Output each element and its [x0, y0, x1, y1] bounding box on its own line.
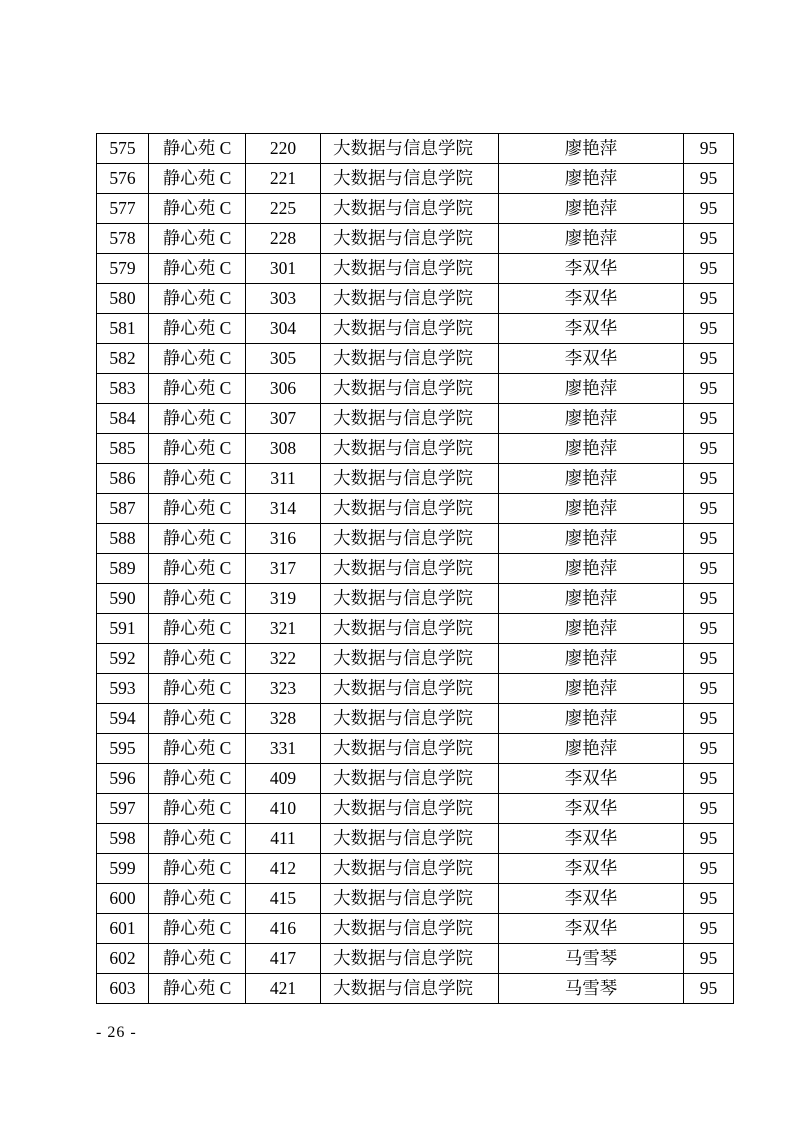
- table-row: [97, 224, 734, 254]
- cell-serial-number: 580: [97, 284, 149, 314]
- cell-room-number: 415: [246, 884, 321, 914]
- cell-counselor: 李双华: [499, 854, 684, 884]
- cell-room-number: 317: [246, 554, 321, 584]
- cell-building: 静心苑 C: [149, 374, 246, 404]
- cell-serial-number: 597: [97, 794, 149, 824]
- cell-room-number: 316: [246, 524, 321, 554]
- cell-college: 大数据与信息学院: [321, 374, 499, 404]
- cell-serial-number: 593: [97, 674, 149, 704]
- cell-counselor: 廖艳萍: [499, 674, 684, 704]
- cell-counselor: 廖艳萍: [499, 374, 684, 404]
- table-row: [97, 764, 734, 794]
- cell-room-number: 321: [246, 614, 321, 644]
- cell-serial-number: 588: [97, 524, 149, 554]
- cell-serial-number: 590: [97, 584, 149, 614]
- cell-building: 静心苑 C: [149, 914, 246, 944]
- cell-counselor: 李双华: [499, 284, 684, 314]
- table-row: [97, 404, 734, 434]
- cell-college: 大数据与信息学院: [321, 134, 499, 164]
- cell-college: 大数据与信息学院: [321, 404, 499, 434]
- cell-score: 95: [684, 314, 734, 344]
- cell-building: 静心苑 C: [149, 794, 246, 824]
- cell-college: 大数据与信息学院: [321, 344, 499, 374]
- cell-college: 大数据与信息学院: [321, 644, 499, 674]
- dormitory-score-table: [96, 133, 734, 1004]
- cell-college: 大数据与信息学院: [321, 584, 499, 614]
- table-row: [97, 914, 734, 944]
- cell-score: 95: [684, 164, 734, 194]
- cell-score: 95: [684, 854, 734, 884]
- cell-score: 95: [684, 524, 734, 554]
- cell-serial-number: 596: [97, 764, 149, 794]
- cell-building: 静心苑 C: [149, 644, 246, 674]
- cell-building: 静心苑 C: [149, 584, 246, 614]
- cell-score: 95: [684, 614, 734, 644]
- cell-college: 大数据与信息学院: [321, 194, 499, 224]
- cell-room-number: 412: [246, 854, 321, 884]
- table-row: [97, 464, 734, 494]
- table-row: [97, 284, 734, 314]
- cell-counselor: 廖艳萍: [499, 494, 684, 524]
- cell-room-number: 319: [246, 584, 321, 614]
- cell-building: 静心苑 C: [149, 614, 246, 644]
- cell-college: 大数据与信息学院: [321, 794, 499, 824]
- cell-room-number: 417: [246, 944, 321, 974]
- table-row: [97, 884, 734, 914]
- cell-counselor: 廖艳萍: [499, 404, 684, 434]
- table-row: [97, 854, 734, 884]
- cell-score: 95: [684, 644, 734, 674]
- cell-score: 95: [684, 374, 734, 404]
- cell-serial-number: 599: [97, 854, 149, 884]
- cell-college: 大数据与信息学院: [321, 854, 499, 884]
- cell-college: 大数据与信息学院: [321, 674, 499, 704]
- cell-serial-number: 583: [97, 374, 149, 404]
- cell-counselor: 李双华: [499, 314, 684, 344]
- cell-building: 静心苑 C: [149, 704, 246, 734]
- table-row: [97, 794, 734, 824]
- cell-room-number: 305: [246, 344, 321, 374]
- cell-counselor: 廖艳萍: [499, 134, 684, 164]
- cell-serial-number: 595: [97, 734, 149, 764]
- cell-counselor: 廖艳萍: [499, 644, 684, 674]
- cell-building: 静心苑 C: [149, 944, 246, 974]
- cell-building: 静心苑 C: [149, 434, 246, 464]
- cell-score: 95: [684, 974, 734, 1004]
- cell-counselor: 廖艳萍: [499, 734, 684, 764]
- cell-building: 静心苑 C: [149, 464, 246, 494]
- cell-building: 静心苑 C: [149, 494, 246, 524]
- table-row: [97, 644, 734, 674]
- cell-building: 静心苑 C: [149, 854, 246, 884]
- table-row: [97, 554, 734, 584]
- cell-score: 95: [684, 134, 734, 164]
- cell-building: 静心苑 C: [149, 134, 246, 164]
- cell-room-number: 328: [246, 704, 321, 734]
- cell-college: 大数据与信息学院: [321, 614, 499, 644]
- cell-college: 大数据与信息学院: [321, 494, 499, 524]
- cell-serial-number: 589: [97, 554, 149, 584]
- cell-building: 静心苑 C: [149, 314, 246, 344]
- table-row: [97, 584, 734, 614]
- cell-counselor: 李双华: [499, 794, 684, 824]
- cell-room-number: 303: [246, 284, 321, 314]
- cell-building: 静心苑 C: [149, 344, 246, 374]
- cell-college: 大数据与信息学院: [321, 434, 499, 464]
- cell-college: 大数据与信息学院: [321, 704, 499, 734]
- cell-room-number: 228: [246, 224, 321, 254]
- table-row: [97, 434, 734, 464]
- cell-counselor: 李双华: [499, 884, 684, 914]
- cell-building: 静心苑 C: [149, 524, 246, 554]
- table-row: [97, 614, 734, 644]
- cell-serial-number: 591: [97, 614, 149, 644]
- cell-room-number: 308: [246, 434, 321, 464]
- cell-college: 大数据与信息学院: [321, 224, 499, 254]
- cell-score: 95: [684, 914, 734, 944]
- cell-score: 95: [684, 224, 734, 254]
- cell-score: 95: [684, 884, 734, 914]
- cell-score: 95: [684, 404, 734, 434]
- cell-score: 95: [684, 824, 734, 854]
- cell-score: 95: [684, 584, 734, 614]
- table-row: [97, 494, 734, 524]
- cell-score: 95: [684, 734, 734, 764]
- cell-building: 静心苑 C: [149, 764, 246, 794]
- cell-counselor: 李双华: [499, 764, 684, 794]
- cell-counselor: 廖艳萍: [499, 554, 684, 584]
- cell-building: 静心苑 C: [149, 734, 246, 764]
- cell-room-number: 301: [246, 254, 321, 284]
- cell-score: 95: [684, 194, 734, 224]
- table-row: [97, 944, 734, 974]
- cell-college: 大数据与信息学院: [321, 464, 499, 494]
- cell-counselor: 廖艳萍: [499, 704, 684, 734]
- cell-serial-number: 592: [97, 644, 149, 674]
- cell-serial-number: 579: [97, 254, 149, 284]
- table-row: [97, 194, 734, 224]
- cell-serial-number: 598: [97, 824, 149, 854]
- cell-college: 大数据与信息学院: [321, 554, 499, 584]
- cell-building: 静心苑 C: [149, 404, 246, 434]
- cell-score: 95: [684, 764, 734, 794]
- cell-college: 大数据与信息学院: [321, 944, 499, 974]
- cell-building: 静心苑 C: [149, 974, 246, 1004]
- cell-counselor: 廖艳萍: [499, 524, 684, 554]
- cell-counselor: 廖艳萍: [499, 614, 684, 644]
- table-row: [97, 254, 734, 284]
- cell-counselor: 马雪琴: [499, 944, 684, 974]
- page-number: - 26 -: [96, 1024, 137, 1041]
- cell-serial-number: 603: [97, 974, 149, 1004]
- table-body: [97, 134, 734, 1004]
- cell-counselor: 马雪琴: [499, 974, 684, 1004]
- cell-score: 95: [684, 674, 734, 704]
- cell-college: 大数据与信息学院: [321, 314, 499, 344]
- table-row: [97, 164, 734, 194]
- cell-room-number: 220: [246, 134, 321, 164]
- cell-counselor: 廖艳萍: [499, 164, 684, 194]
- cell-serial-number: 577: [97, 194, 149, 224]
- cell-college: 大数据与信息学院: [321, 524, 499, 554]
- cell-serial-number: 587: [97, 494, 149, 524]
- cell-serial-number: 584: [97, 404, 149, 434]
- cell-serial-number: 581: [97, 314, 149, 344]
- cell-room-number: 221: [246, 164, 321, 194]
- cell-serial-number: 582: [97, 344, 149, 374]
- cell-serial-number: 600: [97, 884, 149, 914]
- cell-college: 大数据与信息学院: [321, 164, 499, 194]
- cell-score: 95: [684, 794, 734, 824]
- cell-room-number: 307: [246, 404, 321, 434]
- cell-score: 95: [684, 704, 734, 734]
- cell-room-number: 322: [246, 644, 321, 674]
- cell-room-number: 409: [246, 764, 321, 794]
- cell-room-number: 421: [246, 974, 321, 1004]
- cell-score: 95: [684, 554, 734, 584]
- cell-score: 95: [684, 284, 734, 314]
- cell-room-number: 225: [246, 194, 321, 224]
- cell-room-number: 416: [246, 914, 321, 944]
- cell-room-number: 331: [246, 734, 321, 764]
- cell-counselor: 李双华: [499, 824, 684, 854]
- cell-college: 大数据与信息学院: [321, 254, 499, 284]
- cell-college: 大数据与信息学院: [321, 734, 499, 764]
- cell-college: 大数据与信息学院: [321, 824, 499, 854]
- cell-serial-number: 594: [97, 704, 149, 734]
- cell-building: 静心苑 C: [149, 884, 246, 914]
- cell-serial-number: 586: [97, 464, 149, 494]
- cell-room-number: 410: [246, 794, 321, 824]
- table-row: [97, 674, 734, 704]
- cell-room-number: 314: [246, 494, 321, 524]
- cell-college: 大数据与信息学院: [321, 764, 499, 794]
- cell-college: 大数据与信息学院: [321, 884, 499, 914]
- cell-room-number: 411: [246, 824, 321, 854]
- table-row: [97, 134, 734, 164]
- cell-counselor: 李双华: [499, 254, 684, 284]
- cell-serial-number: 601: [97, 914, 149, 944]
- cell-serial-number: 585: [97, 434, 149, 464]
- table-row: [97, 374, 734, 404]
- table-row: [97, 524, 734, 554]
- cell-building: 静心苑 C: [149, 224, 246, 254]
- table-row: [97, 314, 734, 344]
- table-row: [97, 974, 734, 1004]
- cell-building: 静心苑 C: [149, 284, 246, 314]
- cell-building: 静心苑 C: [149, 254, 246, 284]
- cell-counselor: 廖艳萍: [499, 584, 684, 614]
- cell-college: 大数据与信息学院: [321, 284, 499, 314]
- table-row: [97, 734, 734, 764]
- cell-serial-number: 602: [97, 944, 149, 974]
- cell-serial-number: 578: [97, 224, 149, 254]
- cell-score: 95: [684, 434, 734, 464]
- cell-serial-number: 576: [97, 164, 149, 194]
- cell-counselor: 李双华: [499, 344, 684, 374]
- cell-counselor: 廖艳萍: [499, 434, 684, 464]
- table-row: [97, 704, 734, 734]
- cell-counselor: 廖艳萍: [499, 194, 684, 224]
- cell-room-number: 323: [246, 674, 321, 704]
- table-row: [97, 824, 734, 854]
- table-row: [97, 344, 734, 374]
- cell-score: 95: [684, 944, 734, 974]
- cell-score: 95: [684, 494, 734, 524]
- cell-counselor: 廖艳萍: [499, 224, 684, 254]
- cell-building: 静心苑 C: [149, 824, 246, 854]
- cell-building: 静心苑 C: [149, 164, 246, 194]
- cell-serial-number: 575: [97, 134, 149, 164]
- cell-building: 静心苑 C: [149, 674, 246, 704]
- cell-room-number: 306: [246, 374, 321, 404]
- cell-score: 95: [684, 254, 734, 284]
- cell-college: 大数据与信息学院: [321, 974, 499, 1004]
- cell-score: 95: [684, 344, 734, 374]
- cell-room-number: 304: [246, 314, 321, 344]
- cell-building: 静心苑 C: [149, 554, 246, 584]
- cell-building: 静心苑 C: [149, 194, 246, 224]
- cell-counselor: 廖艳萍: [499, 464, 684, 494]
- cell-college: 大数据与信息学院: [321, 914, 499, 944]
- cell-room-number: 311: [246, 464, 321, 494]
- cell-counselor: 李双华: [499, 914, 684, 944]
- cell-score: 95: [684, 464, 734, 494]
